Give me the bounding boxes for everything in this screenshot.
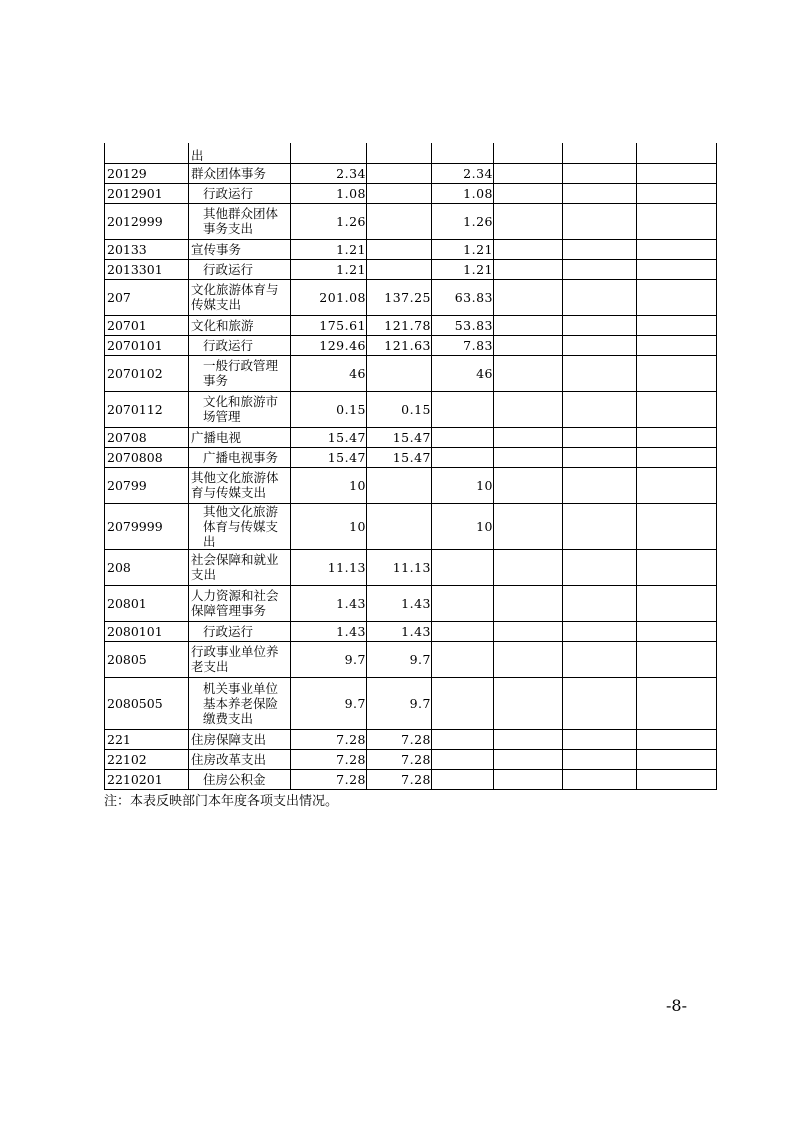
account-name-cell: 文化旅游体育与传媒支出 (189, 279, 291, 315)
empty-cell (563, 427, 637, 447)
account-name-cell: 行政运行 (189, 335, 291, 355)
account-code-cell: 2070101 (105, 335, 189, 355)
empty-cell (563, 641, 637, 677)
account-code-cell: 20801 (105, 585, 189, 621)
empty-cell (637, 183, 717, 203)
project-expenditure-cell: 1.21 (432, 239, 494, 259)
empty-cell (563, 203, 637, 239)
empty-cell (563, 749, 637, 769)
account-name-cell: 住房改革支出 (189, 749, 291, 769)
empty-cell (563, 585, 637, 621)
account-code-cell (105, 143, 189, 163)
empty-cell (637, 749, 717, 769)
empty-cell (494, 621, 563, 641)
empty-cell (494, 503, 563, 549)
basic-expenditure-cell (367, 259, 432, 279)
account-code-cell: 2070102 (105, 355, 189, 391)
project-expenditure-cell (432, 769, 494, 789)
empty-cell (563, 549, 637, 585)
empty-cell (494, 769, 563, 789)
table-row (105, 183, 717, 203)
empty-cell (494, 355, 563, 391)
project-expenditure-cell (432, 749, 494, 769)
basic-expenditure-cell: 15.47 (367, 447, 432, 467)
table-row (105, 729, 717, 749)
project-expenditure-cell: 10 (432, 503, 494, 549)
total-amount-cell: 11.13 (291, 549, 367, 585)
project-expenditure-cell: 7.83 (432, 335, 494, 355)
project-expenditure-cell (432, 585, 494, 621)
total-amount-cell: 201.08 (291, 279, 367, 315)
empty-cell (637, 355, 717, 391)
empty-cell (494, 335, 563, 355)
empty-cell (563, 335, 637, 355)
total-amount-cell: 1.21 (291, 259, 367, 279)
empty-cell (563, 163, 637, 183)
empty-cell (563, 503, 637, 549)
account-name-cell: 行政运行 (189, 183, 291, 203)
empty-cell (637, 143, 717, 163)
account-code-cell: 2012901 (105, 183, 189, 203)
empty-cell (637, 729, 717, 749)
account-name-cell: 社会保障和就业支出 (189, 549, 291, 585)
basic-expenditure-cell: 15.47 (367, 427, 432, 447)
empty-cell (637, 621, 717, 641)
basic-expenditure-cell: 121.63 (367, 335, 432, 355)
project-expenditure-cell (432, 621, 494, 641)
basic-expenditure-cell (367, 183, 432, 203)
table-row (105, 641, 717, 677)
total-amount-cell: 46 (291, 355, 367, 391)
empty-cell (563, 621, 637, 641)
project-expenditure-cell (432, 143, 494, 163)
empty-cell (563, 183, 637, 203)
account-name-cell: 机关事业单位基本养老保险缴费支出 (189, 677, 291, 729)
empty-cell (494, 729, 563, 749)
account-name-cell: 出 (189, 143, 291, 163)
page-number: -8- (666, 996, 687, 1015)
account-name-cell: 行政运行 (189, 259, 291, 279)
total-amount-cell: 7.28 (291, 769, 367, 789)
empty-cell (637, 203, 717, 239)
basic-expenditure-cell: 137.25 (367, 279, 432, 315)
empty-cell (494, 315, 563, 335)
basic-expenditure-cell (367, 355, 432, 391)
empty-cell (563, 315, 637, 335)
account-code-cell: 20701 (105, 315, 189, 335)
table-row (105, 467, 717, 503)
account-name-cell: 文化和旅游市场管理 (189, 391, 291, 427)
account-code-cell: 20805 (105, 641, 189, 677)
table-row (105, 503, 717, 549)
empty-cell (494, 427, 563, 447)
empty-cell (563, 355, 637, 391)
project-expenditure-cell: 1.08 (432, 183, 494, 203)
table-row (105, 749, 717, 769)
account-name-cell: 人力资源和社会保障管理事务 (189, 585, 291, 621)
basic-expenditure-cell: 7.28 (367, 769, 432, 789)
empty-cell (563, 279, 637, 315)
basic-expenditure-cell: 9.7 (367, 677, 432, 729)
account-name-cell: 住房保障支出 (189, 729, 291, 749)
table-row (105, 239, 717, 259)
account-name-cell: 文化和旅游 (189, 315, 291, 335)
account-code-cell: 20129 (105, 163, 189, 183)
basic-expenditure-cell: 11.13 (367, 549, 432, 585)
basic-expenditure-cell (367, 239, 432, 259)
account-code-cell: 2080505 (105, 677, 189, 729)
account-code-cell: 207 (105, 279, 189, 315)
account-code-cell: 221 (105, 729, 189, 749)
basic-expenditure-cell (367, 203, 432, 239)
basic-expenditure-cell (367, 503, 432, 549)
total-amount-cell: 15.47 (291, 427, 367, 447)
empty-cell (637, 279, 717, 315)
empty-cell (637, 259, 717, 279)
empty-cell (494, 585, 563, 621)
empty-cell (563, 677, 637, 729)
empty-cell (637, 427, 717, 447)
basic-expenditure-cell: 121.78 (367, 315, 432, 335)
basic-expenditure-cell (367, 467, 432, 503)
table-note: 注：本表反映部门本年度各项支出情况。 (104, 794, 339, 809)
total-amount-cell: 7.28 (291, 749, 367, 769)
empty-cell (637, 585, 717, 621)
empty-cell (563, 259, 637, 279)
empty-cell (563, 769, 637, 789)
account-code-cell: 208 (105, 549, 189, 585)
project-expenditure-cell (432, 729, 494, 749)
empty-cell (563, 239, 637, 259)
table-row (105, 427, 717, 447)
project-expenditure-cell (432, 549, 494, 585)
empty-cell (637, 503, 717, 549)
table-row (105, 143, 717, 163)
expenditure-table (104, 143, 717, 790)
basic-expenditure-cell (367, 163, 432, 183)
table-row (105, 769, 717, 789)
project-expenditure-cell (432, 641, 494, 677)
table-row (105, 279, 717, 315)
empty-cell (494, 183, 563, 203)
total-amount-cell: 2.34 (291, 163, 367, 183)
account-code-cell: 2080101 (105, 621, 189, 641)
account-code-cell: 2070112 (105, 391, 189, 427)
basic-expenditure-cell: 0.15 (367, 391, 432, 427)
empty-cell (637, 391, 717, 427)
total-amount-cell: 9.7 (291, 641, 367, 677)
table-row (105, 585, 717, 621)
table-row (105, 335, 717, 355)
account-name-cell: 一般行政管理事务 (189, 355, 291, 391)
project-expenditure-cell: 63.83 (432, 279, 494, 315)
basic-expenditure-cell: 1.43 (367, 621, 432, 641)
total-amount-cell: 129.46 (291, 335, 367, 355)
account-code-cell: 20708 (105, 427, 189, 447)
project-expenditure-cell (432, 447, 494, 467)
total-amount-cell: 10 (291, 467, 367, 503)
empty-cell (494, 641, 563, 677)
empty-cell (563, 467, 637, 503)
account-name-cell: 广播电视 (189, 427, 291, 447)
basic-expenditure-cell (367, 143, 432, 163)
empty-cell (494, 677, 563, 729)
total-amount-cell: 10 (291, 503, 367, 549)
table-row (105, 355, 717, 391)
empty-cell (637, 677, 717, 729)
account-name-cell: 广播电视事务 (189, 447, 291, 467)
total-amount-cell: 1.21 (291, 239, 367, 259)
total-amount-cell: 9.7 (291, 677, 367, 729)
empty-cell (563, 729, 637, 749)
total-amount-cell: 0.15 (291, 391, 367, 427)
empty-cell (637, 163, 717, 183)
basic-expenditure-cell: 1.43 (367, 585, 432, 621)
account-code-cell: 2210201 (105, 769, 189, 789)
basic-expenditure-cell: 9.7 (367, 641, 432, 677)
empty-cell (563, 143, 637, 163)
project-expenditure-cell (432, 677, 494, 729)
project-expenditure-cell: 53.83 (432, 315, 494, 335)
empty-cell (637, 549, 717, 585)
account-code-cell: 20133 (105, 239, 189, 259)
account-name-cell: 其他群众团体事务支出 (189, 203, 291, 239)
empty-cell (494, 467, 563, 503)
total-amount-cell: 7.28 (291, 729, 367, 749)
empty-cell (637, 239, 717, 259)
project-expenditure-cell (432, 391, 494, 427)
total-amount-cell (291, 143, 367, 163)
project-expenditure-cell: 46 (432, 355, 494, 391)
account-name-cell: 宣传事务 (189, 239, 291, 259)
basic-expenditure-cell: 7.28 (367, 749, 432, 769)
empty-cell (494, 447, 563, 467)
total-amount-cell: 1.26 (291, 203, 367, 239)
project-expenditure-cell: 10 (432, 467, 494, 503)
empty-cell (494, 163, 563, 183)
total-amount-cell: 1.08 (291, 183, 367, 203)
account-name-cell: 群众团体事务 (189, 163, 291, 183)
account-name-cell: 其他文化旅游体育与传媒支出 (189, 467, 291, 503)
table-row (105, 315, 717, 335)
total-amount-cell: 15.47 (291, 447, 367, 467)
empty-cell (494, 259, 563, 279)
empty-cell (637, 641, 717, 677)
table-row (105, 203, 717, 239)
empty-cell (494, 279, 563, 315)
project-expenditure-cell: 2.34 (432, 163, 494, 183)
table-row (105, 677, 717, 729)
project-expenditure-cell: 1.26 (432, 203, 494, 239)
account-name-cell: 行政事业单位养老支出 (189, 641, 291, 677)
empty-cell (494, 749, 563, 769)
empty-cell (494, 549, 563, 585)
table-row (105, 621, 717, 641)
empty-cell (563, 447, 637, 467)
table-row (105, 163, 717, 183)
account-code-cell: 20799 (105, 467, 189, 503)
basic-expenditure-cell: 7.28 (367, 729, 432, 749)
empty-cell (637, 447, 717, 467)
empty-cell (637, 315, 717, 335)
empty-cell (494, 143, 563, 163)
total-amount-cell: 1.43 (291, 585, 367, 621)
account-name-cell: 行政运行 (189, 621, 291, 641)
account-name-cell: 住房公积金 (189, 769, 291, 789)
table-row (105, 259, 717, 279)
table-row (105, 391, 717, 427)
empty-cell (637, 467, 717, 503)
table-row (105, 549, 717, 585)
table-body (105, 143, 717, 789)
table-row (105, 447, 717, 467)
account-code-cell: 2070808 (105, 447, 189, 467)
empty-cell (494, 391, 563, 427)
account-code-cell: 2079999 (105, 503, 189, 549)
total-amount-cell: 1.43 (291, 621, 367, 641)
account-code-cell: 2013301 (105, 259, 189, 279)
empty-cell (563, 391, 637, 427)
project-expenditure-cell: 1.21 (432, 259, 494, 279)
empty-cell (637, 769, 717, 789)
empty-cell (637, 335, 717, 355)
total-amount-cell: 175.61 (291, 315, 367, 335)
account-name-cell: 其他文化旅游体育与传媒支出 (189, 503, 291, 549)
empty-cell (494, 239, 563, 259)
account-code-cell: 2012999 (105, 203, 189, 239)
empty-cell (494, 203, 563, 239)
account-code-cell: 22102 (105, 749, 189, 769)
project-expenditure-cell (432, 427, 494, 447)
